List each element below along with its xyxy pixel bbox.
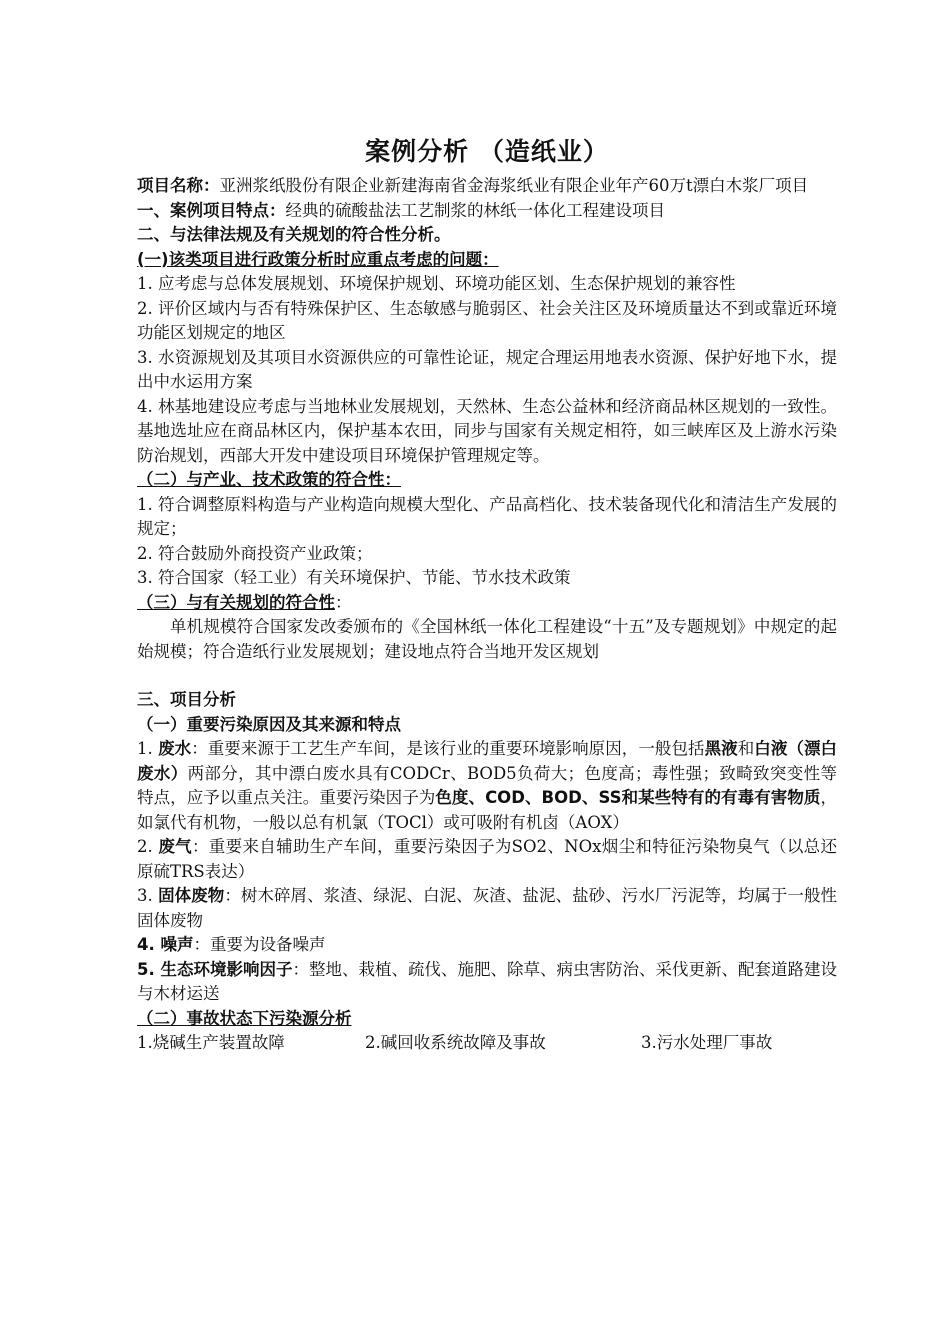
list-item: 3. 水资源规划及其项目水资源供应的可靠性论证，规定合理运用地表水资源、保护好地下水，提出中水运用方案	[137, 347, 837, 391]
section-2-1-heading: (一)该类项目进行政策分析时应重点考虑的问题：	[137, 249, 499, 269]
noise-text: ：重要为设备噪声	[193, 935, 326, 954]
noise-label: 噪声	[160, 935, 194, 954]
list-item: 4. 林基地建设应考虑与当地林业发展规划，天然林、生态公益林和经济商品林区规划的一致性。基地选址应在商品林区内，保护基本农田，同步与国家有关规定相符，如三峡库区及上游水污染防治规划，西部大开发中建设项目环境保护管理规定等。	[137, 396, 837, 465]
section-3-2-heading-line	[137, 1007, 837, 1032]
black-liquor-term: 黑液	[704, 739, 738, 758]
list-item: 1. 应考虑与总体发展规划、环境保护规划、环境功能区划、生态保护规划的兼容性	[137, 274, 736, 293]
exhaust-gas-item	[137, 835, 837, 884]
section-2-3-colon: ：	[335, 592, 352, 612]
section-2-3-heading-line	[137, 591, 837, 616]
wastewater-text-4: ，如氯代有机物，一般以总有机氯（TOCl）或可吸附有机卤（AOX）	[137, 788, 837, 832]
exhaust-gas-label: 废气	[158, 837, 192, 856]
section-2-2-heading-line	[137, 468, 837, 493]
accident-item: 2.碱回收系统故障及事故	[365, 1033, 546, 1052]
solid-waste-text: ：树木碎屑、浆渣、绿泥、白泥、灰渣、盐泥、盐砂、污水厂污泥等，均属于一般性固体废物	[137, 886, 838, 930]
project-name	[137, 174, 837, 199]
section-2-3-heading: （三）与有关规划的符合性	[137, 592, 335, 612]
list-item: 2. 符合鼓励外商投资产业政策；	[137, 543, 373, 563]
list-item: 2. 评价区域内与否有特殊保护区、生态敏感与脆弱区、社会关注区及环境质量达不到或靠近环境功能区划规定的地区	[137, 298, 837, 342]
section-1	[137, 199, 837, 224]
item-number: 3.	[137, 886, 159, 905]
list-item: 1. 符合调整原料构造与产业构造向规模大型化、产品高档化、技术装备现代化和清洁生产发展的规定；	[137, 494, 837, 538]
paragraph-gap	[137, 664, 837, 688]
solid-waste-label: 固体废物	[158, 886, 225, 905]
section-3-heading: 三、项目分析	[137, 690, 236, 709]
wastewater-text-2: 和	[737, 739, 755, 758]
accident-item: 1.烧碱生产装置故障	[137, 1033, 285, 1052]
wastewater-item	[137, 737, 837, 835]
ecology-text: ：整地、栽植、疏伐、施肥、除草、病虫害防治、采伐更新、配套道路建设与木材运送	[137, 959, 837, 1003]
solid-waste-item	[137, 884, 837, 933]
list-item: 3. 符合国家（轻工业）有关环境保护、节能、节水技术政策	[137, 568, 571, 587]
project-label: 项目名称：	[137, 176, 220, 195]
item-number: 4.	[137, 935, 161, 954]
accident-item: 3.污水处理厂事故	[641, 1033, 773, 1052]
item-number: 5.	[137, 959, 161, 979]
wastewater-label: 废水	[158, 739, 192, 758]
white-liquor-term: 白液（漂白废水）	[137, 739, 838, 783]
section-3-1-heading: （一）重要污染原因及其来源和特点	[137, 714, 401, 734]
section-2-1-heading-line	[137, 248, 837, 273]
exhaust-gas-text: ：重要来自辅助生产车间，重要污染因子为SO2、NOx烟尘和特征污染物臭气（以总还原硫TRS表达）	[137, 837, 837, 881]
noise-item	[137, 933, 837, 958]
wastewater-text-3: 两部分，其中漂白废水具有CODCr、BOD5负荷大；色度高；毒性强；致畸致突变性等特点，应予以重点关注。重要污染因子为	[137, 763, 837, 807]
section-2-3-text: 单机规模符合国家发改委颁布的《全国林纸一体化工程建设“十五”及专题规划》中规定的起始规模；符合造纸行业发展规划；建设地点符合当地开发区规划	[137, 617, 837, 661]
project-text: 亚洲浆纸股份有限企业新建海南省金海浆纸业有限企业年产60万t漂白木浆厂项目	[219, 176, 809, 195]
wastewater-text-1: ：重要来源于工艺生产车间，是该行业的重要环境影响原因，一般包括	[191, 739, 705, 758]
item-number: 1.	[137, 739, 159, 758]
pollutant-factors-term: 色度、COD、BOD、SS和某些特有的有毒有害物质	[435, 788, 821, 807]
section-1-label: 一、案例项目特点：	[137, 200, 286, 220]
section-2-2-heading: （二）与产业、技术政策的符合性：	[137, 470, 401, 489]
section-2-heading: 二、与法律法规及有关规划的符合性分析。	[137, 225, 451, 244]
section-1-text: 经典的硫酸盐法工艺制浆的林纸一体化工程建设项目	[285, 200, 665, 220]
accident-list	[137, 1031, 837, 1056]
document-page	[137, 130, 837, 1056]
ecology-label: 生态环境影响因子	[160, 959, 293, 979]
ecology-item	[137, 958, 837, 1007]
item-number: 2.	[137, 837, 159, 856]
page-title: 案例分析 （造纸业）	[365, 137, 609, 166]
section-3-2-heading: （二）事故状态下污染源分析	[137, 1008, 352, 1028]
